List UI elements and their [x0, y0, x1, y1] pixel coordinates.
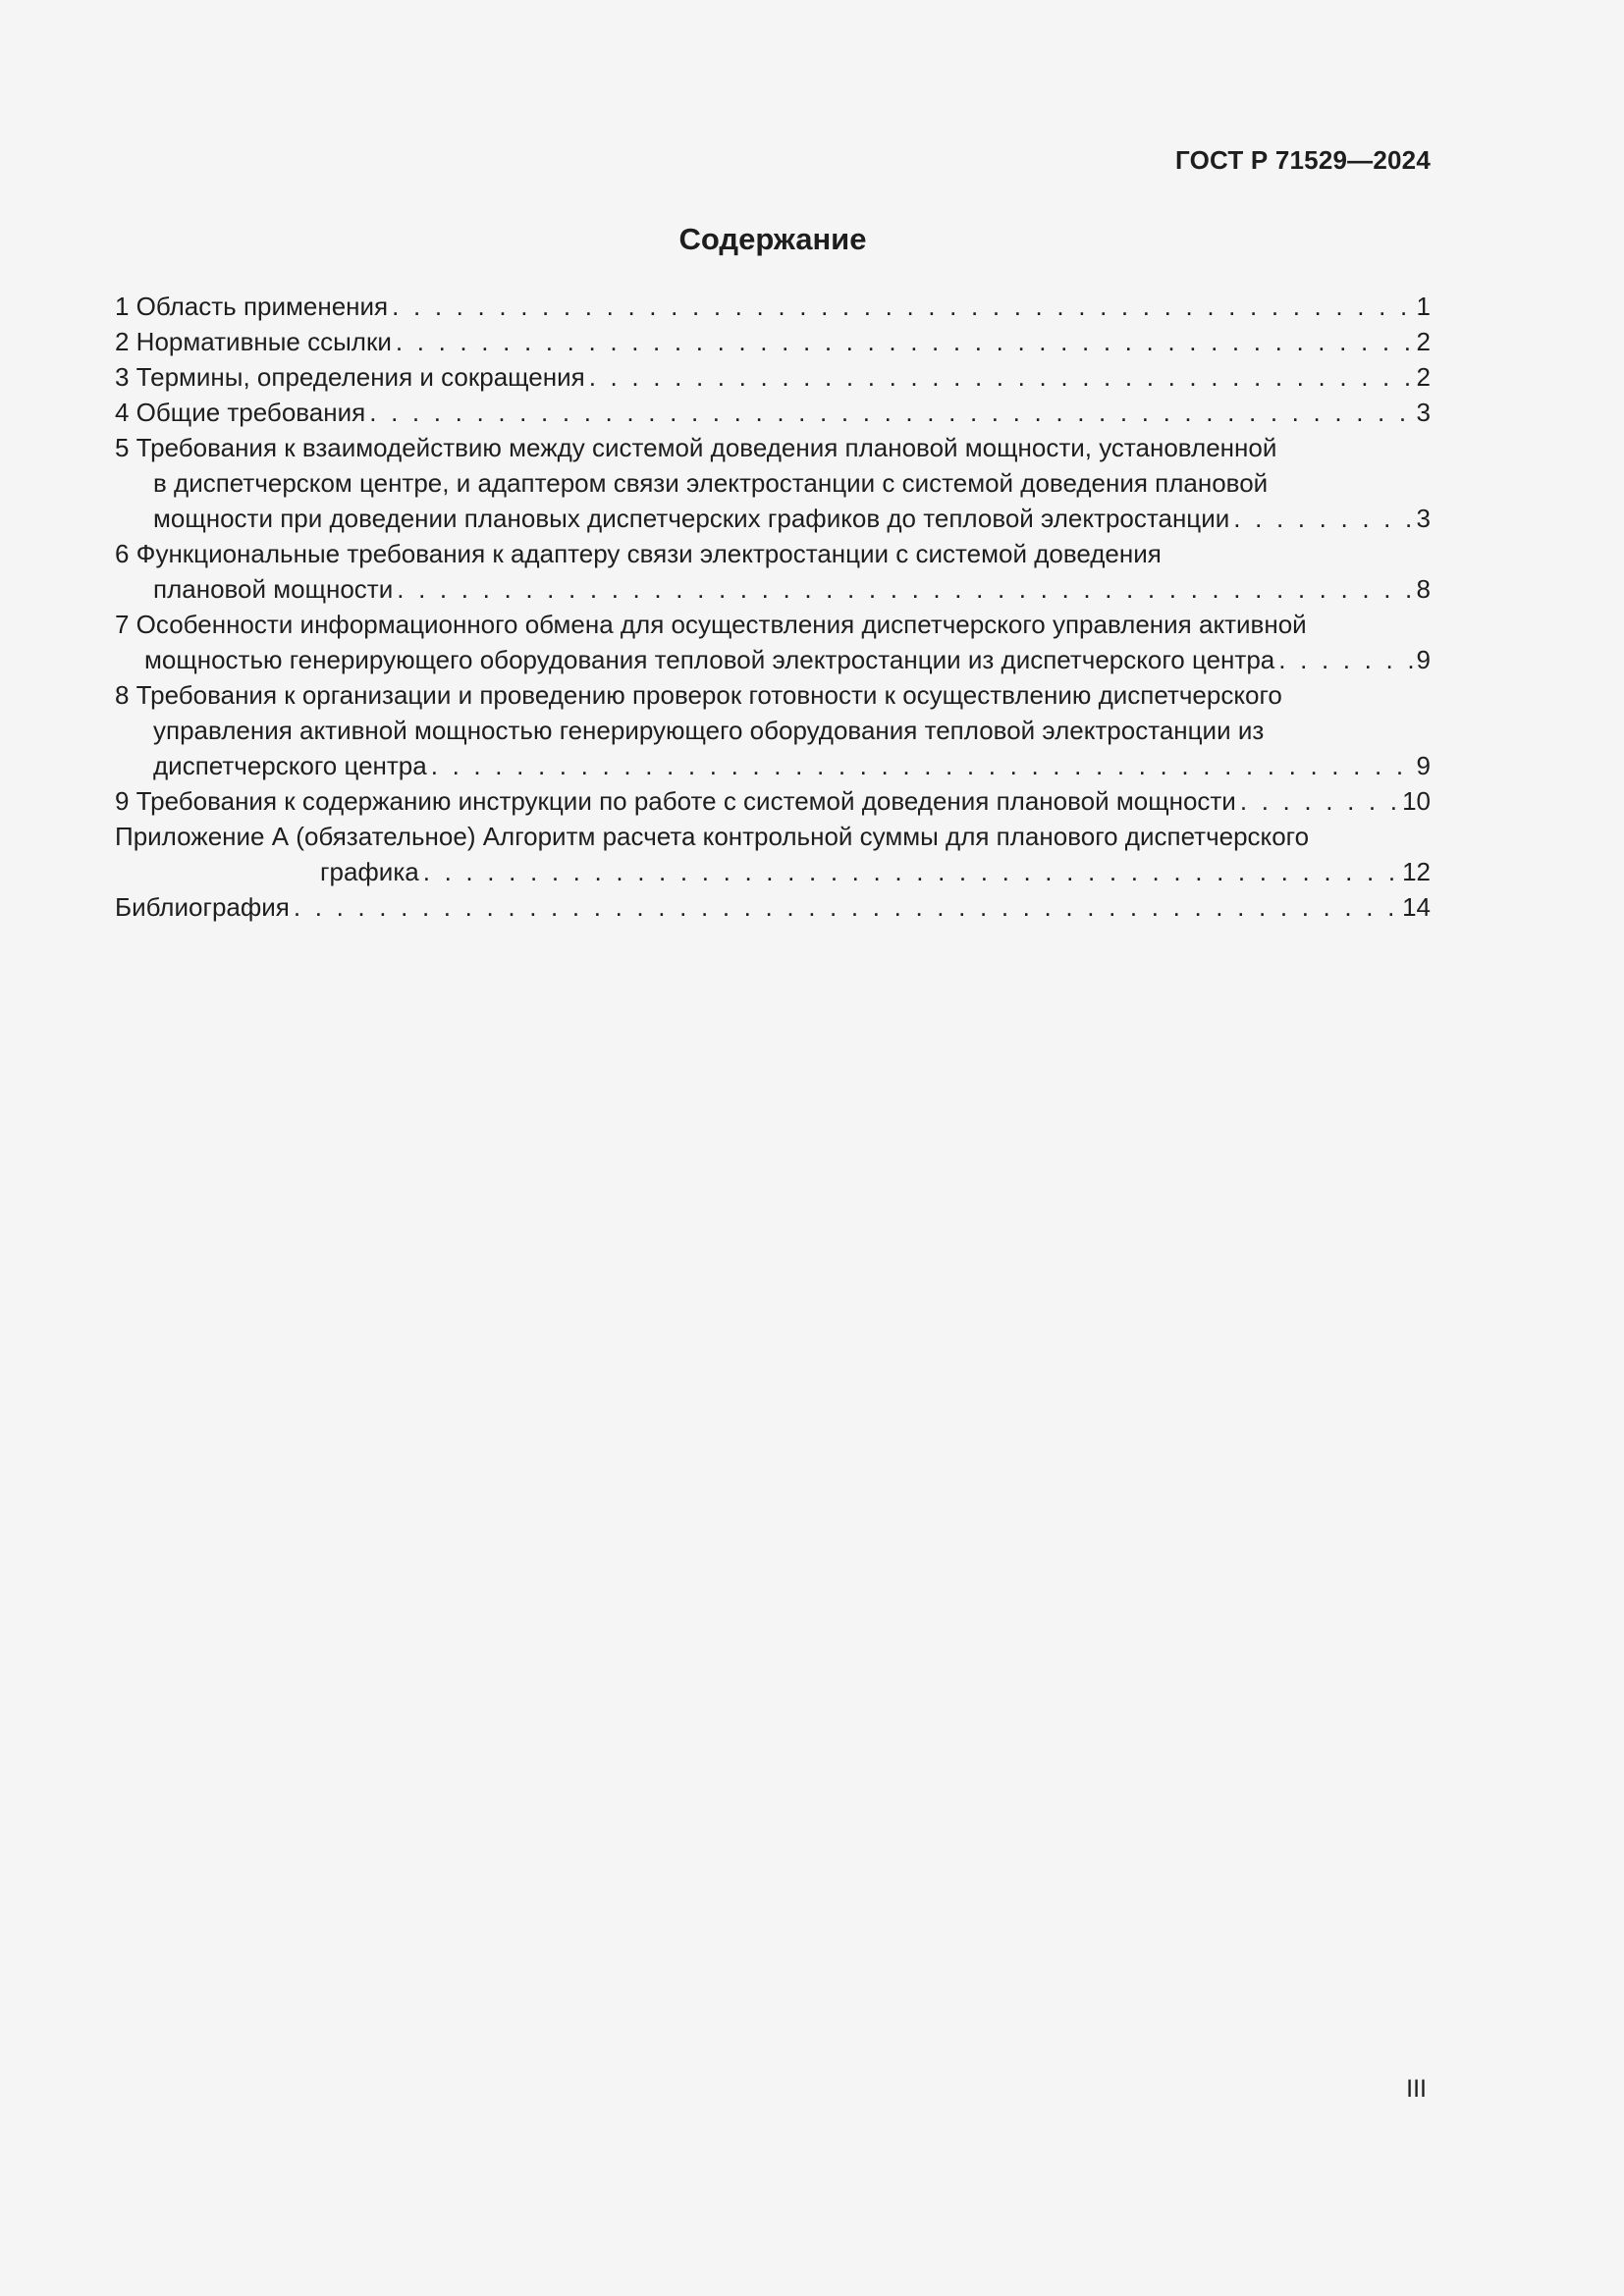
toc-page-number: 2: [1416, 327, 1431, 356]
dot-leader: [397, 571, 1414, 607]
toc-page-number: 10: [1402, 786, 1431, 816]
toc-entry-text: 6 Функциональные требования к адаптеру связи электростанции с системой доведения: [115, 539, 1162, 568]
toc-entry-6[interactable]: [115, 536, 1431, 607]
dot-leader: [396, 324, 1415, 359]
toc-entry-text: графика: [320, 857, 419, 886]
toc-entry-text: 3 Термины, определения и сокращения: [115, 362, 585, 392]
toc-entry-text: в диспетчерском центре, и адаптером связи электростанции с системой доведения плановой: [153, 468, 1269, 498]
page-number: III: [1406, 2075, 1427, 2103]
toc-entry-text: управления активной мощностью генерирующего оборудования тепловой электростанции из: [153, 716, 1265, 745]
toc-entry-text: 9 Требования к содержанию инструкции по работе с системой доведения плановой мощности: [115, 786, 1236, 816]
toc-entry-3[interactable]: [115, 359, 1431, 395]
dot-leader: [589, 359, 1415, 395]
toc-entry-text: Приложение А (обязательное) Алгоритм расчета контрольной суммы для планового диспетчерского: [115, 822, 1310, 851]
toc-entry-7[interactable]: [115, 607, 1431, 677]
toc-entry-text: 2 Нормативные ссылки: [115, 327, 392, 356]
dot-leader: [1233, 501, 1414, 536]
toc-entry-4[interactable]: [115, 395, 1431, 430]
dot-leader: [431, 748, 1415, 783]
document-designation: ГОСТ Р 71529—2024: [1175, 145, 1431, 175]
dot-leader: [1240, 783, 1400, 819]
toc-page-number: 14: [1402, 892, 1431, 922]
toc-entry-text: 8 Требования к организации и проведению проверок готовности к осуществлению диспетчерского: [115, 680, 1282, 710]
toc-page-number: 12: [1402, 857, 1431, 886]
toc-page-number: 8: [1416, 574, 1431, 604]
toc-entry-5[interactable]: [115, 430, 1431, 536]
toc-page-number: 3: [1416, 398, 1431, 427]
toc-entry-text: 1 Область применения: [115, 292, 389, 321]
toc-page-number: 9: [1416, 751, 1431, 780]
dot-leader: [1278, 642, 1414, 677]
toc-entry-appendix-a[interactable]: [115, 819, 1431, 889]
toc-entry-text: мощностью генерирующего оборудования тепловой электростанции из диспетчерского центра: [144, 645, 1275, 674]
toc-page-number: 9: [1416, 645, 1431, 674]
toc-entry-text: плановой мощности: [153, 574, 394, 604]
toc-entry-8[interactable]: [115, 677, 1431, 783]
toc-page-number: 3: [1416, 504, 1431, 533]
toc-entry-text: 5 Требования к взаимодействию между системой доведения плановой мощности, установленной: [115, 433, 1277, 462]
dot-leader: [369, 395, 1414, 430]
toc-title: Содержание: [678, 222, 867, 256]
toc-entry-text: 7 Особенности информационного обмена для осуществления диспетчерского управления активной: [115, 610, 1307, 639]
toc-entry-1[interactable]: [115, 289, 1431, 324]
toc-entry-bibliography[interactable]: [115, 889, 1431, 925]
toc-entry-text: 4 Общие требования: [115, 398, 366, 427]
toc-list: [115, 289, 1431, 925]
toc-entry-9[interactable]: [115, 783, 1431, 819]
toc-entry-text: Библиография: [115, 892, 290, 922]
toc-entry-text: диспетчерского центра: [153, 751, 427, 780]
toc-page-number: 2: [1416, 362, 1431, 392]
dot-leader: [392, 289, 1414, 324]
toc-entry-text: мощности при доведении плановых диспетчерских графиков до тепловой электростанции: [153, 504, 1230, 533]
dot-leader: [294, 889, 1400, 925]
toc-page-number: 1: [1416, 292, 1431, 321]
dot-leader: [423, 854, 1400, 889]
toc-entry-2[interactable]: [115, 324, 1431, 359]
